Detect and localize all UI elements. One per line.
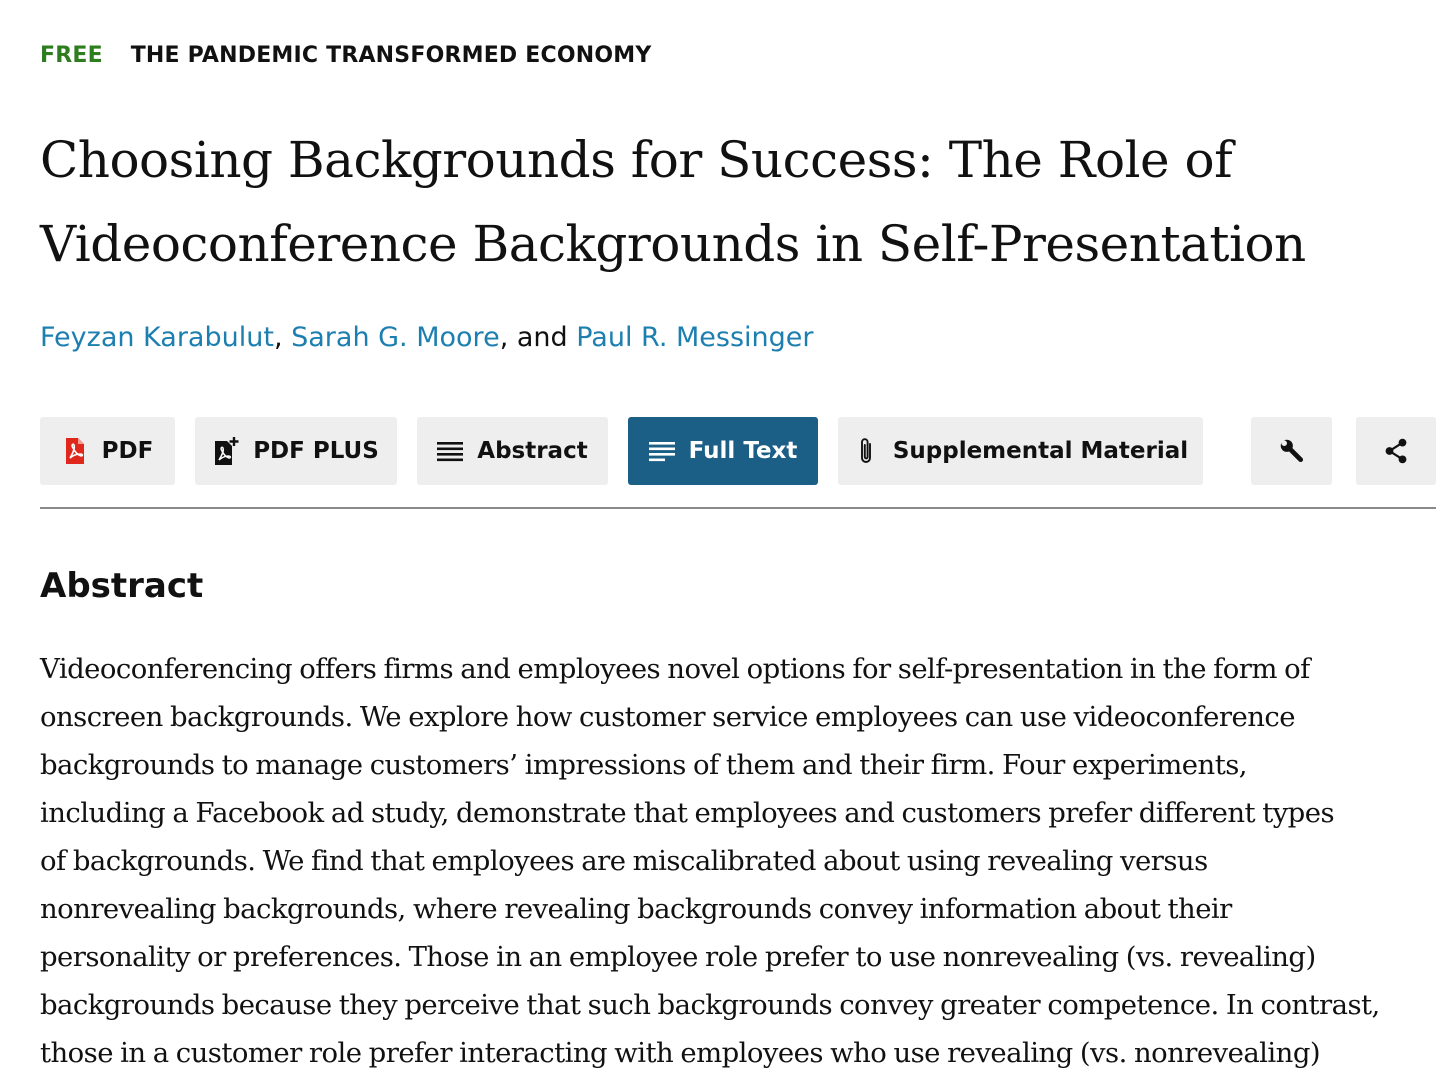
section-label: THE PANDEMIC TRANSFORMED ECONOMY (130, 43, 652, 68)
author-separator: , (273, 322, 292, 353)
full-text-button[interactable] (628, 417, 818, 485)
abstract-line: including a Facebook ad study, demonstrate that employees and customers prefer different types (40, 797, 1335, 829)
author-link[interactable]: Sarah G. Moore (291, 322, 500, 353)
free-badge: FREE (40, 43, 103, 68)
abstract-button[interactable] (417, 417, 608, 485)
share-button[interactable] (1356, 417, 1436, 485)
article-title-line: Videoconference Backgrounds in Self-Presentation (40, 215, 1306, 273)
author-link[interactable]: Feyzan Karabulut (40, 322, 274, 353)
lines-icon (649, 436, 675, 466)
pdf-plus-button[interactable] (195, 417, 397, 485)
abstract-button-label: Abstract (477, 438, 588, 464)
paperclip-icon (853, 436, 879, 466)
abstract-line: onscreen backgrounds. We explore how customer service employees can use videoconference (40, 701, 1295, 733)
pdf-icon (62, 436, 88, 466)
article-title-line: Choosing Backgrounds for Success: The Role of (40, 131, 1233, 189)
tools-button[interactable] (1251, 417, 1332, 485)
pdf-plus-icon (213, 436, 239, 466)
full-text-button-label: Full Text (688, 438, 798, 464)
abstract-line: of backgrounds. We find that employees are miscalibrated about using revealing versus (40, 845, 1208, 877)
abstract-line: personality or preferences. Those in an employee role prefer to use nonrevealing (vs. revealing) (40, 941, 1316, 973)
supplemental-material-button[interactable] (838, 417, 1203, 485)
pdf-button[interactable] (40, 417, 175, 485)
abstract-line: backgrounds to manage customers’ impressions of them and their firm. Four experiments, (40, 749, 1247, 781)
author-link[interactable]: Paul R. Messinger (576, 322, 814, 353)
article-title (40, 118, 1436, 286)
supplemental-material-button-label: Supplemental Material (892, 438, 1189, 464)
wrench-icon (1279, 436, 1305, 466)
abstract-line: nonrevealing backgrounds, where revealing backgrounds convey information about their (40, 893, 1232, 925)
abstract-heading: Abstract (40, 566, 204, 606)
pdf-button-label: PDF (101, 438, 154, 464)
share-icon (1383, 436, 1409, 466)
abstract-text (40, 645, 1440, 1077)
abstract-line: Videoconferencing offers firms and employees novel options for self-presentation in the form of (40, 653, 1310, 685)
lines-icon (437, 436, 463, 466)
author-list (40, 322, 814, 353)
abstract-line: those in a customer role prefer interacting with employees who use revealing (vs. nonrevealing) (40, 1037, 1321, 1069)
article-toolbar (40, 417, 1436, 485)
article-eyebrow (40, 43, 651, 68)
abstract-line: backgrounds because they perceive that such backgrounds convey greater competence. In contrast, (40, 989, 1380, 1021)
author-separator: , and (499, 322, 577, 353)
pdf-plus-button-label: PDF PLUS (253, 438, 379, 464)
section-divider (40, 507, 1436, 509)
